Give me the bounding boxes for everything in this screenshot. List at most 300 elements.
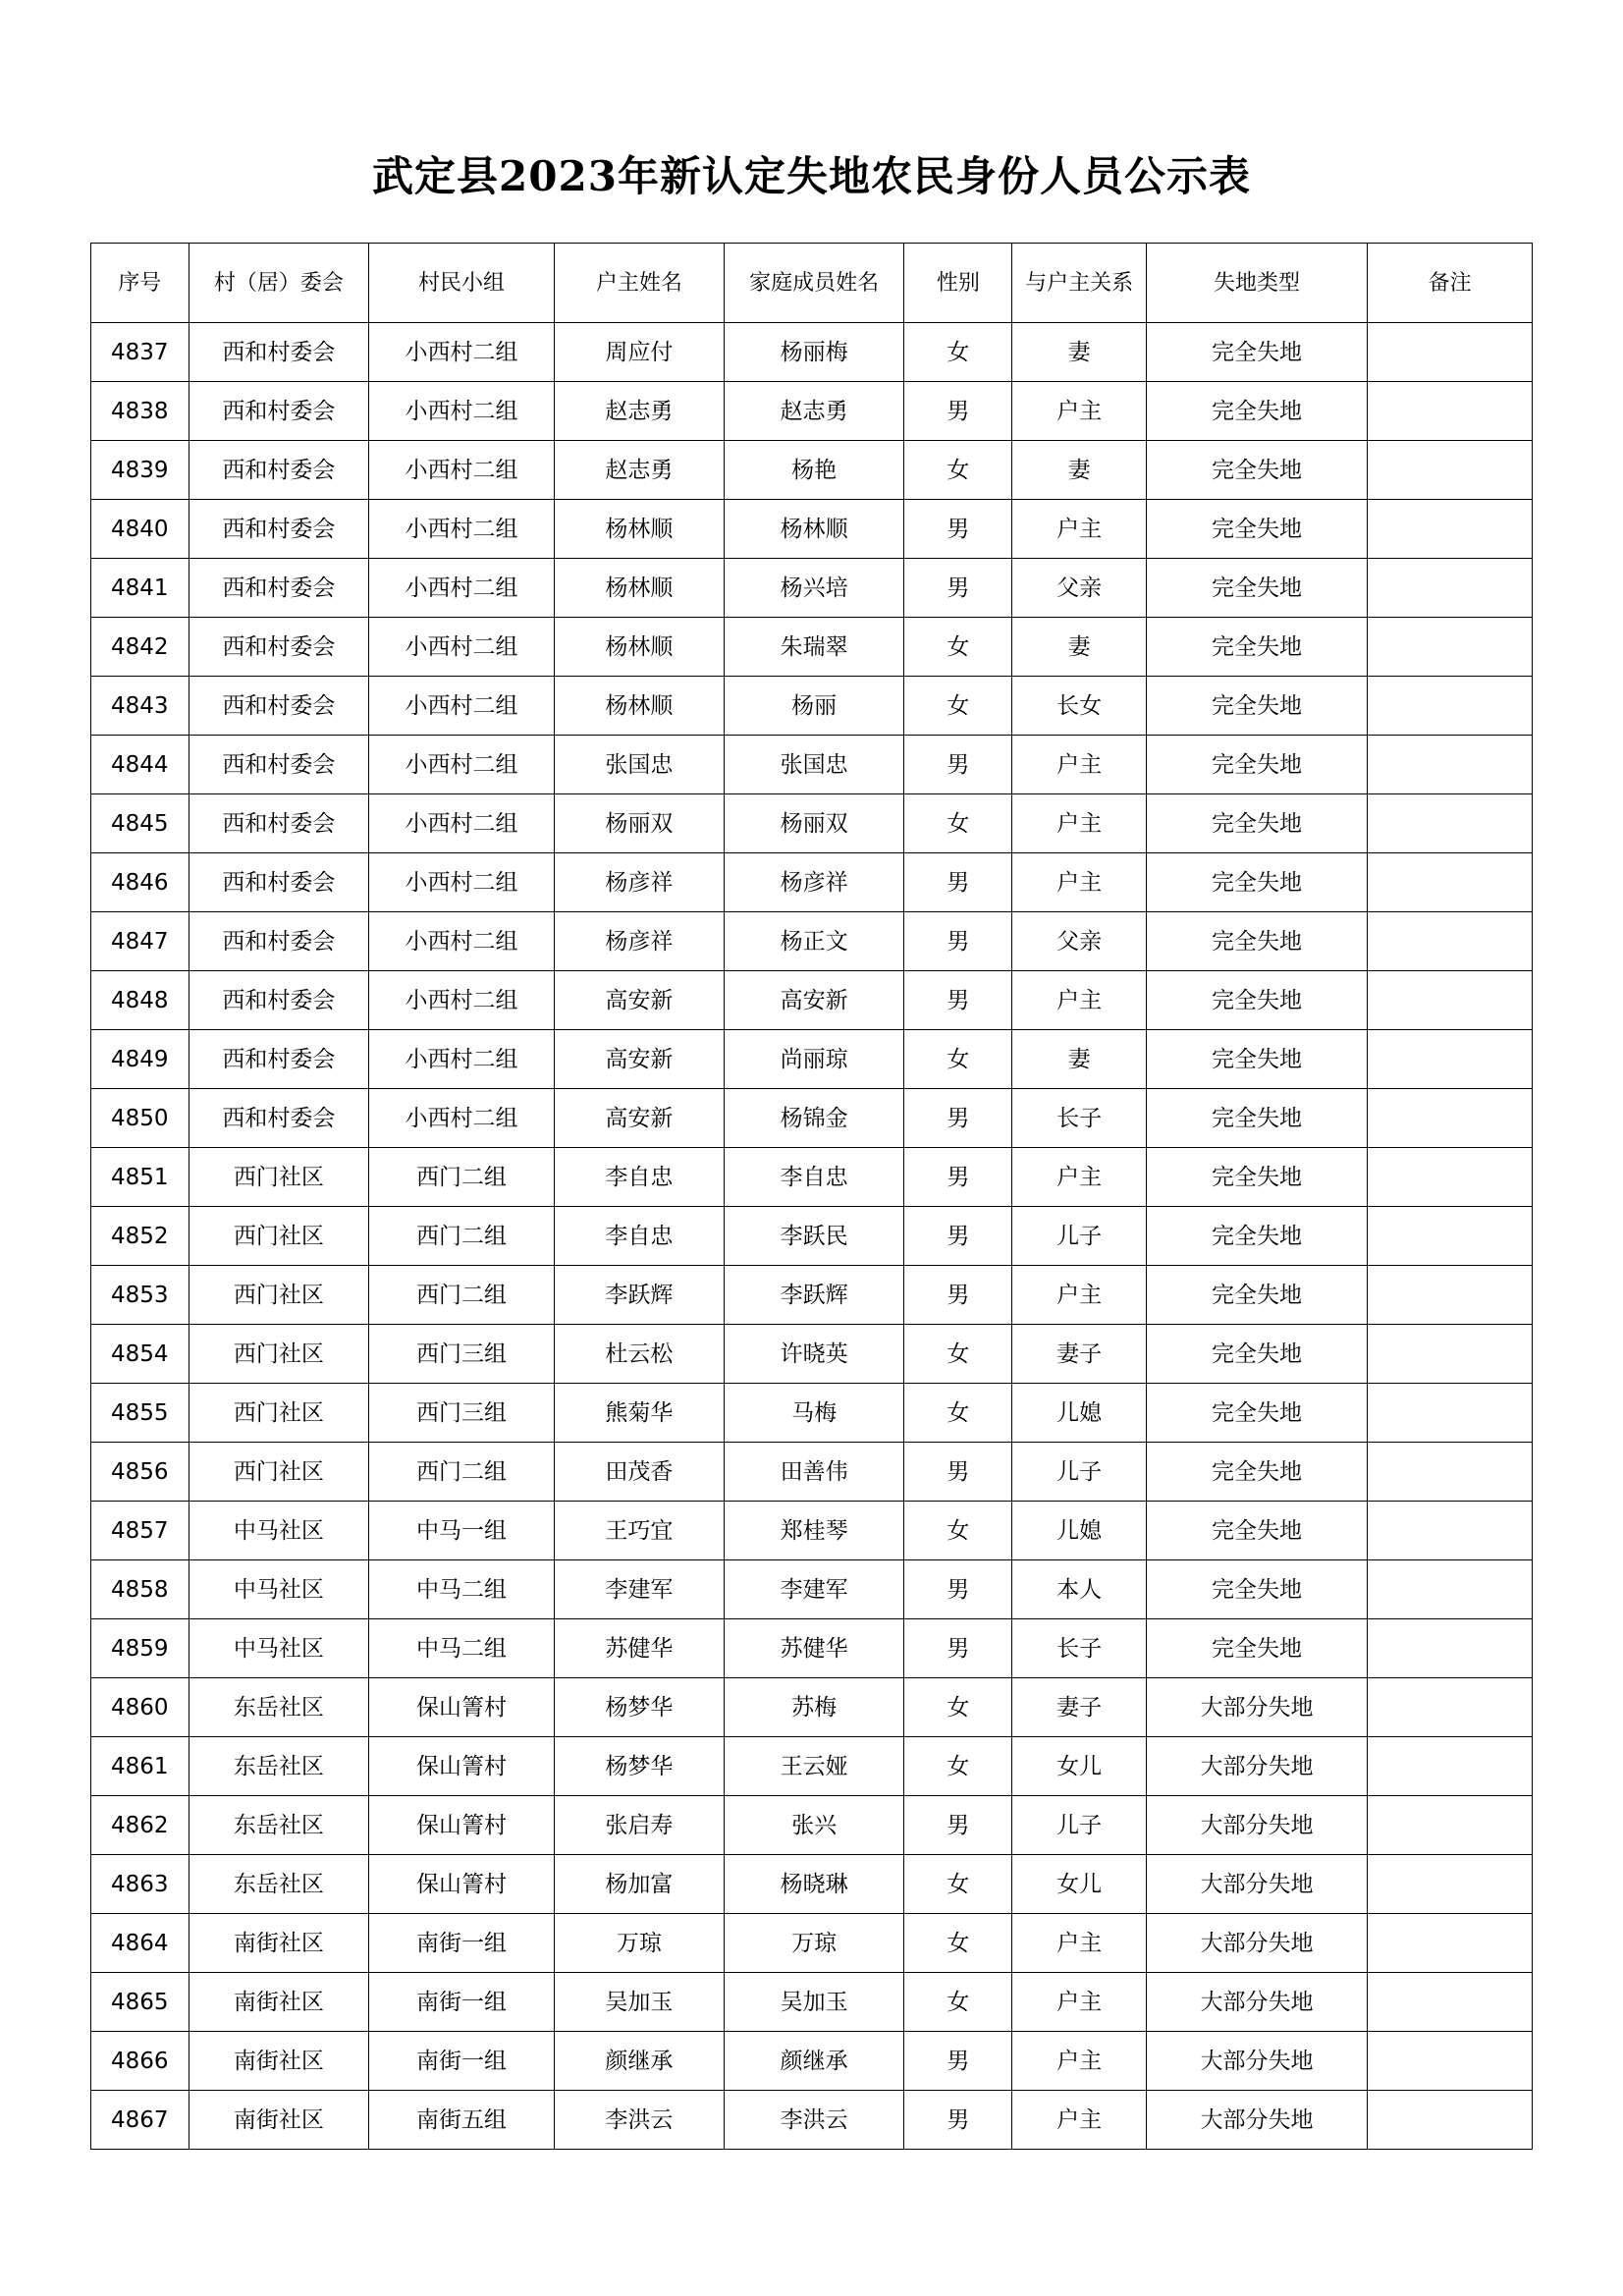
table-cell: 户主	[1012, 736, 1146, 794]
table-cell	[1368, 736, 1533, 794]
table-cell	[1368, 618, 1533, 677]
table-cell: 东岳社区	[189, 1796, 369, 1855]
column-header: 性别	[904, 244, 1012, 323]
table-cell: 长子	[1012, 1089, 1146, 1148]
table-cell: 小西村二组	[369, 500, 555, 559]
table-cell	[1368, 1384, 1533, 1443]
table-cell: 赵志勇	[554, 382, 724, 441]
table-cell: 4843	[91, 677, 189, 736]
table-cell: 西门社区	[189, 1325, 369, 1384]
table-cell	[1368, 1973, 1533, 2032]
table-row	[91, 853, 1533, 912]
table-cell: 男	[904, 1266, 1012, 1325]
table-cell: 4852	[91, 1207, 189, 1266]
table-cell: 4848	[91, 971, 189, 1030]
table-row	[91, 1973, 1533, 2032]
table-cell: 颜继承	[724, 2032, 904, 2091]
table-cell: 户主	[1012, 853, 1146, 912]
table-cell: 保山箐村	[369, 1796, 555, 1855]
table-cell: 男	[904, 1796, 1012, 1855]
table-cell: 完全失地	[1146, 382, 1367, 441]
table-row	[91, 1443, 1533, 1502]
table-cell: 西门社区	[189, 1148, 369, 1207]
table-cell	[1368, 1560, 1533, 1619]
table-cell: 东岳社区	[189, 1678, 369, 1737]
table-cell: 户主	[1012, 500, 1146, 559]
table-cell: 4842	[91, 618, 189, 677]
table-cell: 长女	[1012, 677, 1146, 736]
table-cell: 父亲	[1012, 912, 1146, 971]
table-cell	[1368, 677, 1533, 736]
table-cell: 户主	[1012, 1914, 1146, 1973]
table-cell: 南街社区	[189, 2032, 369, 2091]
table-cell: 完全失地	[1146, 1502, 1367, 1560]
table-cell: 男	[904, 912, 1012, 971]
column-header: 村（居）委会	[189, 244, 369, 323]
table-cell	[1368, 1855, 1533, 1914]
table-cell: 大部分失地	[1146, 1973, 1367, 2032]
publicity-table	[90, 243, 1533, 2150]
table-cell: 完全失地	[1146, 1089, 1367, 1148]
table-cell: 李跃辉	[554, 1266, 724, 1325]
table-cell: 小西村二组	[369, 441, 555, 500]
table-cell: 完全失地	[1146, 1266, 1367, 1325]
table-cell: 杨丽梅	[724, 323, 904, 382]
table-cell: 南街社区	[189, 1914, 369, 1973]
table-cell: 完全失地	[1146, 500, 1367, 559]
table-cell: 完全失地	[1146, 853, 1367, 912]
table-cell	[1368, 912, 1533, 971]
table-cell: 完全失地	[1146, 736, 1367, 794]
table-cell: 李自忠	[724, 1148, 904, 1207]
table-cell: 苏健华	[724, 1619, 904, 1678]
table-cell: 4850	[91, 1089, 189, 1148]
table-cell: 杜云松	[554, 1325, 724, 1384]
table-cell: 4860	[91, 1678, 189, 1737]
table-cell: 完全失地	[1146, 1325, 1367, 1384]
table-cell: 户主	[1012, 794, 1146, 853]
table-cell: 杨加富	[554, 1855, 724, 1914]
table-cell: 高安新	[554, 1089, 724, 1148]
table-cell: 李建军	[724, 1560, 904, 1619]
table-header-row	[91, 244, 1533, 323]
table-cell: 4866	[91, 2032, 189, 2091]
table-row	[91, 559, 1533, 618]
table-cell: 4861	[91, 1737, 189, 1796]
table-cell: 南街一组	[369, 2032, 555, 2091]
table-cell: 儿子	[1012, 1207, 1146, 1266]
table-cell	[1368, 1443, 1533, 1502]
table-cell: 张启寿	[554, 1796, 724, 1855]
table-cell: 女	[904, 1914, 1012, 1973]
table-cell: 高安新	[724, 971, 904, 1030]
table-cell: 男	[904, 1089, 1012, 1148]
table-cell: 李洪云	[554, 2091, 724, 2150]
table-cell: 女	[904, 441, 1012, 500]
table-cell: 西门社区	[189, 1443, 369, 1502]
table-row	[91, 1266, 1533, 1325]
table-row	[91, 500, 1533, 559]
table-cell: 完全失地	[1146, 1443, 1367, 1502]
table-cell	[1368, 1266, 1533, 1325]
table-cell: 儿子	[1012, 1796, 1146, 1855]
table-cell: 中马社区	[189, 1502, 369, 1560]
table-cell: 完全失地	[1146, 912, 1367, 971]
table-row	[91, 971, 1533, 1030]
table-cell: 小西村二组	[369, 736, 555, 794]
table-cell: 完全失地	[1146, 1619, 1367, 1678]
table-cell: 西和村委会	[189, 971, 369, 1030]
table-row	[91, 1089, 1533, 1148]
table-cell: 小西村二组	[369, 912, 555, 971]
table-cell: 4849	[91, 1030, 189, 1089]
table-row	[91, 736, 1533, 794]
column-header: 家庭成员姓名	[724, 244, 904, 323]
table-cell: 张国忠	[554, 736, 724, 794]
table-cell: 妻子	[1012, 1678, 1146, 1737]
table-cell: 4844	[91, 736, 189, 794]
table-row	[91, 794, 1533, 853]
table-row	[91, 677, 1533, 736]
table-cell: 户主	[1012, 2091, 1146, 2150]
table-row	[91, 1619, 1533, 1678]
table-cell: 女	[904, 1678, 1012, 1737]
table-cell: 完全失地	[1146, 1560, 1367, 1619]
table-cell	[1368, 1737, 1533, 1796]
table-cell: 女	[904, 618, 1012, 677]
table-cell: 杨正文	[724, 912, 904, 971]
table-cell: 西和村委会	[189, 794, 369, 853]
table-cell: 小西村二组	[369, 677, 555, 736]
table-cell: 小西村二组	[369, 1030, 555, 1089]
table-cell: 李建军	[554, 1560, 724, 1619]
table-cell: 男	[904, 2091, 1012, 2150]
table-row	[91, 382, 1533, 441]
table-cell: 杨林顺	[554, 618, 724, 677]
table-cell: 杨丽双	[724, 794, 904, 853]
table-cell: 男	[904, 2032, 1012, 2091]
table-cell: 4846	[91, 853, 189, 912]
table-cell: 杨兴培	[724, 559, 904, 618]
table-cell: 本人	[1012, 1560, 1146, 1619]
table-cell	[1368, 500, 1533, 559]
table-cell: 父亲	[1012, 559, 1146, 618]
table-cell: 男	[904, 1207, 1012, 1266]
table-cell: 小西村二组	[369, 853, 555, 912]
table-cell: 完全失地	[1146, 1384, 1367, 1443]
table-cell: 西门社区	[189, 1207, 369, 1266]
table-cell: 小西村二组	[369, 1089, 555, 1148]
table-cell: 杨丽双	[554, 794, 724, 853]
table-cell: 西和村委会	[189, 853, 369, 912]
table-cell: 保山箐村	[369, 1678, 555, 1737]
table-cell	[1368, 2091, 1533, 2150]
table-row	[91, 1030, 1533, 1089]
table-cell: 杨林顺	[554, 500, 724, 559]
table-cell: 4855	[91, 1384, 189, 1443]
table-cell: 南街五组	[369, 2091, 555, 2150]
table-cell: 女	[904, 677, 1012, 736]
table-cell: 完全失地	[1146, 441, 1367, 500]
table-cell: 大部分失地	[1146, 2091, 1367, 2150]
table-cell	[1368, 1502, 1533, 1560]
table-cell: 中马社区	[189, 1560, 369, 1619]
table-cell: 高安新	[554, 1030, 724, 1089]
table-cell: 4857	[91, 1502, 189, 1560]
table-cell: 妻	[1012, 1030, 1146, 1089]
table-cell: 杨林顺	[554, 677, 724, 736]
table-cell: 完全失地	[1146, 1207, 1367, 1266]
table-cell: 西门二组	[369, 1266, 555, 1325]
table-row	[91, 1737, 1533, 1796]
table-row	[91, 1855, 1533, 1914]
table-cell	[1368, 1148, 1533, 1207]
table-cell: 男	[904, 736, 1012, 794]
table-cell: 完全失地	[1146, 618, 1367, 677]
table-cell: 儿媳	[1012, 1384, 1146, 1443]
table-cell: 女	[904, 1384, 1012, 1443]
table-cell	[1368, 441, 1533, 500]
table-cell	[1368, 1089, 1533, 1148]
table-cell: 西和村委会	[189, 382, 369, 441]
table-cell: 女儿	[1012, 1737, 1146, 1796]
table-cell: 西和村委会	[189, 677, 369, 736]
column-header: 与户主关系	[1012, 244, 1146, 323]
table-cell: 户主	[1012, 1973, 1146, 2032]
table-cell: 4854	[91, 1325, 189, 1384]
table-cell: 4837	[91, 323, 189, 382]
table-cell: 男	[904, 382, 1012, 441]
table-cell: 张兴	[724, 1796, 904, 1855]
table-cell: 西门社区	[189, 1266, 369, 1325]
table-cell: 男	[904, 1443, 1012, 1502]
table-cell: 西门三组	[369, 1325, 555, 1384]
table-cell: 杨林顺	[724, 500, 904, 559]
table-cell: 西和村委会	[189, 559, 369, 618]
table-cell: 长子	[1012, 1619, 1146, 1678]
table-cell: 小西村二组	[369, 618, 555, 677]
table-cell: 高安新	[554, 971, 724, 1030]
table-row	[91, 1207, 1533, 1266]
table-cell: 男	[904, 559, 1012, 618]
table-cell: 大部分失地	[1146, 1796, 1367, 1855]
table-cell: 周应付	[554, 323, 724, 382]
table-cell: 男	[904, 971, 1012, 1030]
table-body	[91, 323, 1533, 2150]
table-cell: 西和村委会	[189, 736, 369, 794]
table-cell: 女	[904, 1973, 1012, 2032]
table-cell: 杨彦祥	[724, 853, 904, 912]
table-cell: 马梅	[724, 1384, 904, 1443]
table-cell	[1368, 2032, 1533, 2091]
table-cell: 大部分失地	[1146, 1914, 1367, 1973]
table-cell	[1368, 1030, 1533, 1089]
column-header: 户主姓名	[554, 244, 724, 323]
table-cell: 男	[904, 1148, 1012, 1207]
table-cell: 户主	[1012, 382, 1146, 441]
table-cell: 西和村委会	[189, 1089, 369, 1148]
table-row	[91, 1384, 1533, 1443]
table-cell: 郑桂琴	[724, 1502, 904, 1560]
table-row	[91, 1796, 1533, 1855]
table-cell: 男	[904, 500, 1012, 559]
table-cell: 4864	[91, 1914, 189, 1973]
table-cell: 西门三组	[369, 1384, 555, 1443]
table-cell: 万琼	[724, 1914, 904, 1973]
table-cell: 南街一组	[369, 1973, 555, 2032]
table-cell: 许晓英	[724, 1325, 904, 1384]
table-cell: 妻	[1012, 618, 1146, 677]
table-cell: 妻	[1012, 441, 1146, 500]
table-cell: 杨艳	[724, 441, 904, 500]
table-cell: 小西村二组	[369, 382, 555, 441]
table-cell: 中马一组	[369, 1502, 555, 1560]
table-cell: 保山箐村	[369, 1855, 555, 1914]
table-cell: 李自忠	[554, 1207, 724, 1266]
table-cell	[1368, 382, 1533, 441]
table-cell: 东岳社区	[189, 1855, 369, 1914]
table-cell: 4851	[91, 1148, 189, 1207]
table-row	[91, 1560, 1533, 1619]
table-cell: 大部分失地	[1146, 1855, 1367, 1914]
table-cell: 男	[904, 853, 1012, 912]
table-cell: 杨林顺	[554, 559, 724, 618]
table-cell: 完全失地	[1146, 971, 1367, 1030]
table-row	[91, 912, 1533, 971]
table-cell: 4859	[91, 1619, 189, 1678]
table-cell	[1368, 1619, 1533, 1678]
table-cell: 赵志勇	[554, 441, 724, 500]
table-cell: 完全失地	[1146, 1030, 1367, 1089]
table-cell: 王巧宜	[554, 1502, 724, 1560]
table-cell: 女	[904, 1737, 1012, 1796]
table-cell	[1368, 971, 1533, 1030]
table-cell: 户主	[1012, 2032, 1146, 2091]
table-cell: 西和村委会	[189, 618, 369, 677]
table-cell: 大部分失地	[1146, 1737, 1367, 1796]
table-cell: 苏健华	[554, 1619, 724, 1678]
table-cell: 4840	[91, 500, 189, 559]
table-cell	[1368, 853, 1533, 912]
table-cell: 女	[904, 323, 1012, 382]
table-cell: 西和村委会	[189, 323, 369, 382]
table-cell: 中马二组	[369, 1619, 555, 1678]
table-cell: 小西村二组	[369, 323, 555, 382]
table-row	[91, 323, 1533, 382]
table-row	[91, 441, 1533, 500]
table-cell	[1368, 794, 1533, 853]
table-row	[91, 1502, 1533, 1560]
table-cell: 小西村二组	[369, 794, 555, 853]
column-header: 序号	[91, 244, 189, 323]
table-cell: 李洪云	[724, 2091, 904, 2150]
table-cell: 田善伟	[724, 1443, 904, 1502]
table-cell: 李跃民	[724, 1207, 904, 1266]
table-cell: 杨梦华	[554, 1678, 724, 1737]
table-cell: 杨梦华	[554, 1737, 724, 1796]
table-row	[91, 1148, 1533, 1207]
table-cell	[1368, 1678, 1533, 1737]
table-cell: 西门二组	[369, 1207, 555, 1266]
table-cell: 西和村委会	[189, 441, 369, 500]
table-cell: 妻	[1012, 323, 1146, 382]
table-row	[91, 1914, 1533, 1973]
table-cell: 杨彦祥	[554, 912, 724, 971]
table-container	[0, 243, 1623, 2150]
table-cell: 王云娅	[724, 1737, 904, 1796]
table-cell: 朱瑞翠	[724, 618, 904, 677]
table-cell: 苏梅	[724, 1678, 904, 1737]
table-cell: 大部分失地	[1146, 1678, 1367, 1737]
table-cell: 4858	[91, 1560, 189, 1619]
table-cell: 熊菊华	[554, 1384, 724, 1443]
table-cell: 尚丽琼	[724, 1030, 904, 1089]
table-cell: 完全失地	[1146, 323, 1367, 382]
table-cell	[1368, 559, 1533, 618]
table-cell: 中马二组	[369, 1560, 555, 1619]
table-cell: 4839	[91, 441, 189, 500]
table-cell: 完全失地	[1146, 1148, 1367, 1207]
table-cell	[1368, 323, 1533, 382]
table-cell: 赵志勇	[724, 382, 904, 441]
table-row	[91, 1678, 1533, 1737]
table-cell: 4863	[91, 1855, 189, 1914]
table-cell	[1368, 1325, 1533, 1384]
table-cell: 女	[904, 1030, 1012, 1089]
table-cell	[1368, 1207, 1533, 1266]
table-cell	[1368, 1914, 1533, 1973]
table-cell: 4867	[91, 2091, 189, 2150]
table-cell: 完全失地	[1146, 794, 1367, 853]
table-cell: 完全失地	[1146, 677, 1367, 736]
table-cell: 4856	[91, 1443, 189, 1502]
table-cell: 南街社区	[189, 1973, 369, 2032]
table-cell: 万琼	[554, 1914, 724, 1973]
table-cell: 吴加玉	[724, 1973, 904, 2032]
table-row	[91, 2091, 1533, 2150]
table-cell: 大部分失地	[1146, 2032, 1367, 2091]
table-cell: 西和村委会	[189, 912, 369, 971]
table-cell: 妻子	[1012, 1325, 1146, 1384]
table-cell: 4862	[91, 1796, 189, 1855]
table-cell: 颜继承	[554, 2032, 724, 2091]
table-cell: 西门社区	[189, 1384, 369, 1443]
table-cell: 李跃辉	[724, 1266, 904, 1325]
table-cell: 小西村二组	[369, 559, 555, 618]
table-cell: 中马社区	[189, 1619, 369, 1678]
table-cell: 西和村委会	[189, 500, 369, 559]
table-cell	[1368, 1796, 1533, 1855]
table-cell: 户主	[1012, 1148, 1146, 1207]
table-cell: 男	[904, 1560, 1012, 1619]
table-cell: 保山箐村	[369, 1737, 555, 1796]
table-cell: 李自忠	[554, 1148, 724, 1207]
table-row	[91, 2032, 1533, 2091]
table-cell: 张国忠	[724, 736, 904, 794]
table-cell: 田茂香	[554, 1443, 724, 1502]
table-cell: 完全失地	[1146, 559, 1367, 618]
table-cell: 南街一组	[369, 1914, 555, 1973]
table-cell: 女	[904, 1325, 1012, 1384]
table-cell: 吴加玉	[554, 1973, 724, 2032]
table-cell: 杨丽	[724, 677, 904, 736]
table-cell: 男	[904, 1619, 1012, 1678]
table-cell: 东岳社区	[189, 1737, 369, 1796]
table-cell: 4853	[91, 1266, 189, 1325]
table-cell: 4847	[91, 912, 189, 971]
table-cell: 西和村委会	[189, 1030, 369, 1089]
column-header: 村民小组	[369, 244, 555, 323]
